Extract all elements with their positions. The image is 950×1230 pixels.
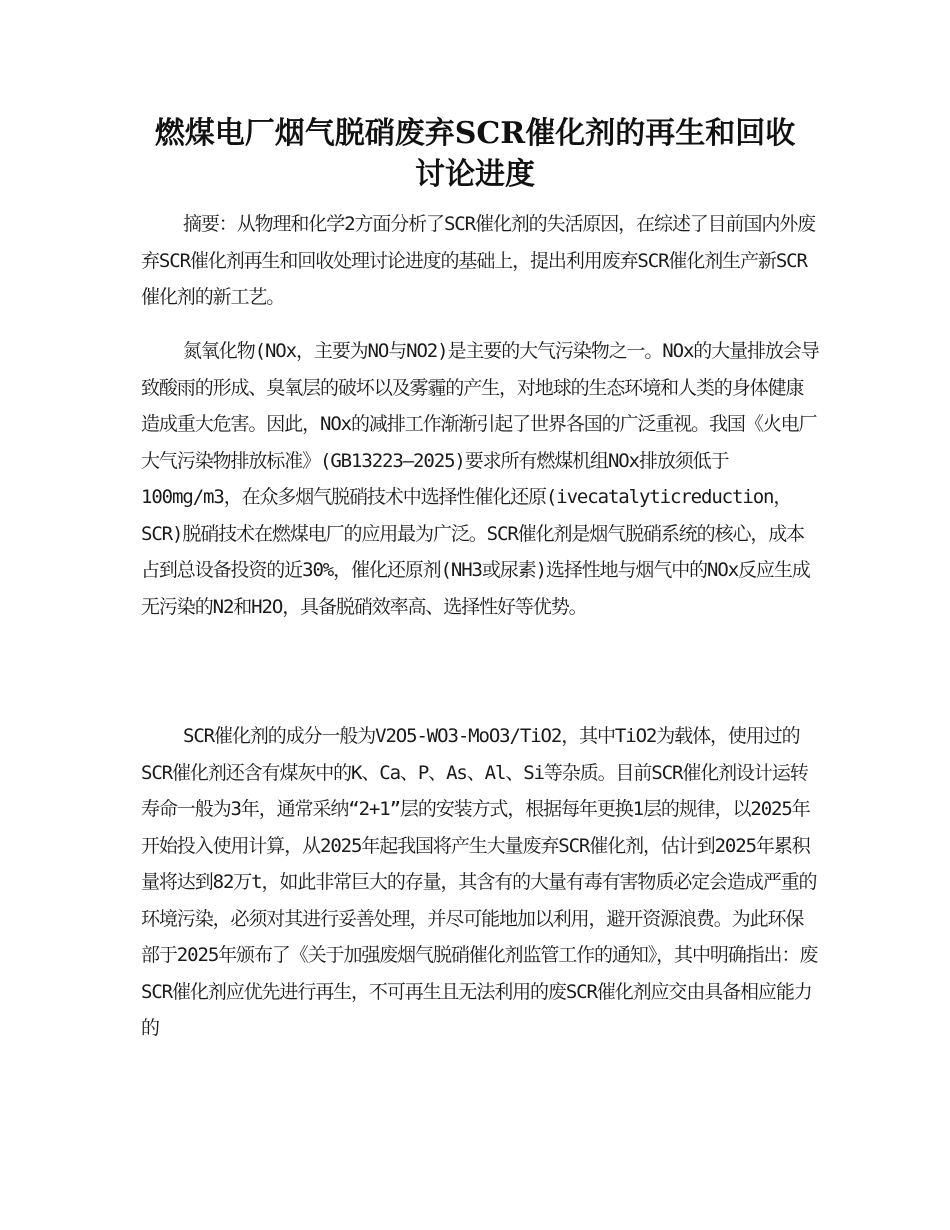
document-title-line-1: 燃煤电厂烟气脱硝废弃SCR催化剂的再生和回收 (154, 116, 796, 151)
body-paragraph-scr-composition: SCR催化剂的成分一般为V2O5-WO3-MoO3/TiO2，其中TiO2为载体，使用过的SCR催化剂还含有煤灰中的K、Ca、P、As、Al、Si等杂质。目前SCR催化剂设计运转寿命一般为3年，通常采纳“2+1”层的安装方式，根据每年更换1层的规律，以2025年开始投入使用计算，从2025年起我国将产生大量废弃SCR催化剂，估计到2025年累积量将达到82万t，如此非常巨大的存量，其含有的大量有毒有害物质必定会造成严重的环境污染，必须对其进行妥善处理，并尽可能地加以利用，避开资源浪费。为此环保部于2025年颁布了《关于加强废烟气脱硝催化剂监管工作的通知》，其中明确指出：废SCR催化剂应优先进行再生，不可再生且无法利用的废SCR催化剂应交由具备相应能力的 (141, 725, 818, 1039)
body-paragraph-nox: 氮氧化物(NOx，主要为NO与NO2)是主要的大气污染物之一。NOx的大量排放会导致酸雨的形成、臭氧层的破坏以及雾霾的产生，对地球的生态环境和人类的身体健康造成重大危害。因此，NOx的减排工作渐渐引起了世界各国的广泛重视。我国《火电厂大气污染物排放标准》(GB13223—2025)要求所有燃煤机组NOx排放须低于100mg/m3，在众多烟气脱硝技术中选择性催化还原(ivecatalyticreduction，SCR)脱硝技术在燃煤电厂的应用最为广泛。SCR催化剂是烟气脱硝系统的核心，成本占到总设备投资的近30%，催化还原剂(NH3或尿素)选择性地与烟气中的NOx反应生成无污染的N2和H2O，具备脱硝效率高、选择性好等优势。 (141, 340, 819, 618)
abstract-paragraph: 摘要：从物理和化学2方面分析了SCR催化剂的失活原因，在综述了目前国内外废弃SCR催化剂再生和回收处理讨论进度的基础上，提出利用废弃SCR催化剂生产新SCR催化剂的新工艺。 (141, 213, 816, 308)
document-title-line-2: 讨论进度 (415, 157, 535, 192)
